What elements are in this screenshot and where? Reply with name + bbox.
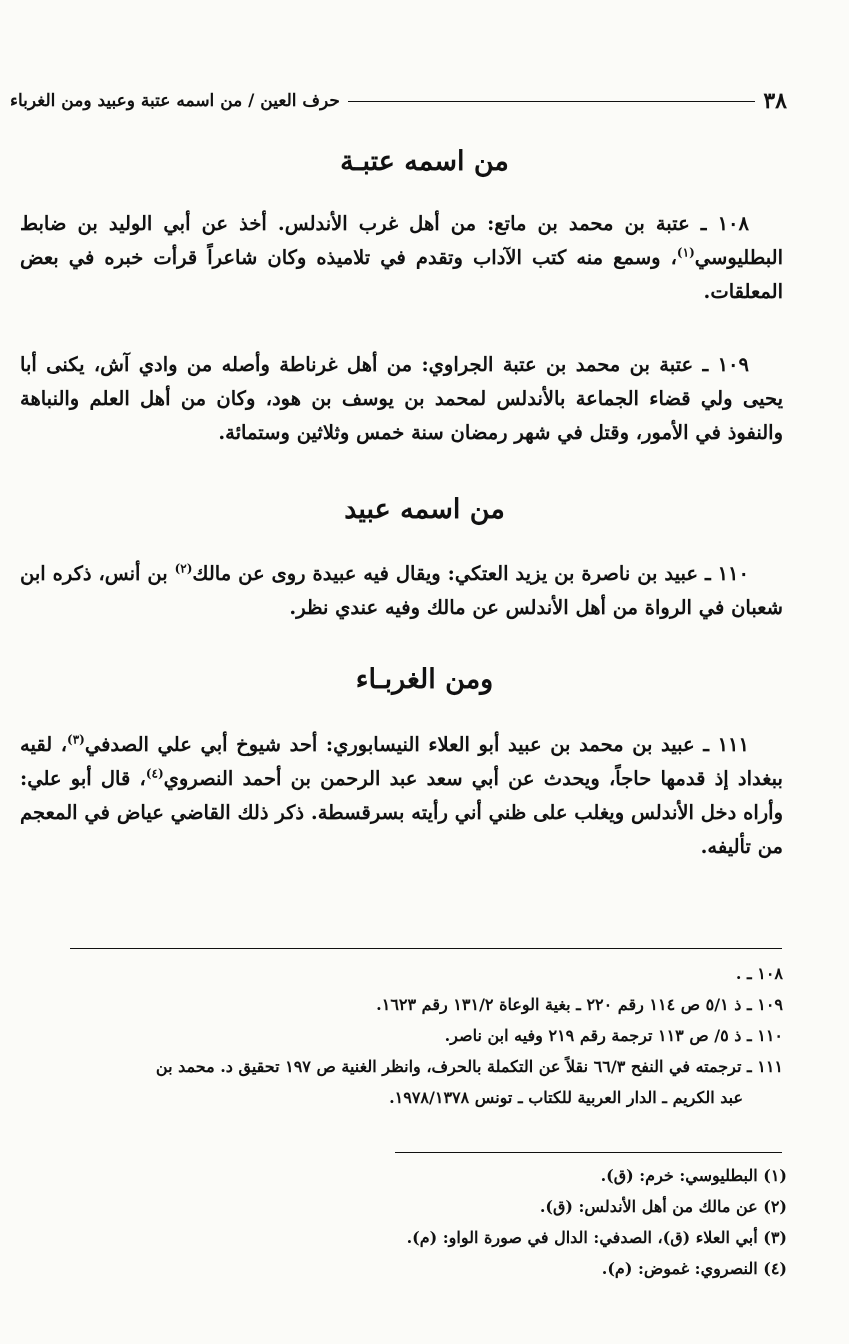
footnote: (١) البطليوسي: خرم: (ق). bbox=[600, 1166, 787, 1185]
footnotes-list bbox=[300, 1160, 787, 1284]
entry-text: ـ عتبة بن محمد بن ماتع: من أهل غرب الأندلس. أخذ عن أبي الوليد بن ضابط البطليوسي bbox=[20, 212, 783, 269]
entry-108 bbox=[20, 207, 783, 309]
footnotes-separator bbox=[395, 1152, 782, 1153]
entry-109 bbox=[20, 348, 783, 450]
sources-list bbox=[20, 958, 783, 1113]
entry-110 bbox=[20, 557, 783, 625]
footnote-ref: (٢) bbox=[174, 561, 193, 576]
section-heading-ubayd: من اسمه عبيد bbox=[344, 494, 505, 525]
footnote-ref: (٤) bbox=[145, 766, 164, 781]
entry-number: ١١١ bbox=[717, 733, 749, 756]
source-line: ١١٠ ـ ذ ٥/ ص ١١٣ ترجمة رقم ٢١٩ وفيه ابن ناصر. bbox=[444, 1026, 783, 1045]
entry-text: بن أنس، ذكره ابن شعبان في الرواة من أهل الأندلس عن مالك وفيه عندي نظر. bbox=[20, 562, 783, 619]
entry-text: ـ عتبة بن محمد بن عتبة الجراوي: من أهل غرناطة وأصله من وادي آش، يكنى أبا يحيى ولي قضاء الجماعة بالأندلس لمحمد بن يوسف بن هود، وكان من أهل العلم والنباهة والنفوذ في الأمور، وقتل في شهر رمضان سنة خمس وثلاثين وستمائة. bbox=[20, 353, 783, 444]
source-line: ١٠٩ ـ ذ ٥/١ ص ١١٤ رقم ٢٢٠ ـ بغية الوعاة ١٣١/٢ رقم ١٦٢٣. bbox=[376, 995, 783, 1014]
entry-111 bbox=[20, 728, 783, 864]
running-title: حرف العين / من اسمه عتبة وعبيد ومن الغرباء bbox=[10, 91, 340, 111]
page-number: ٣٨ bbox=[763, 88, 787, 114]
entry-text: ـ عبيد بن ناصرة بن يزيد العتكي: ويقال فيه عبيدة روى عن مالك bbox=[192, 562, 718, 585]
footnote: (٢) عن مالك من أهل الأندلس: (ق). bbox=[539, 1197, 787, 1216]
header-rule bbox=[348, 101, 755, 102]
footnote: (٣) أبي العلاء (ق)، الصدفي: الدال في صورة الواو: (م). bbox=[406, 1228, 787, 1247]
entry-text: ، وسمع منه كتب الآداب وتقدم في تلاميذه وكان شاعراً قرأت خبره في بعض المعلقات. bbox=[20, 246, 783, 303]
footnote-ref: (٣) bbox=[67, 732, 85, 747]
entry-text: ـ عبيد بن محمد بن عبيد أبو العلاء النيسابوري: أحد شيوخ أبي علي الصدفي bbox=[84, 733, 718, 756]
footnote: (٤) النصروي: غموض: (م). bbox=[601, 1259, 787, 1278]
running-header bbox=[10, 86, 787, 116]
section-heading-utba: من اسمه عتبـة bbox=[340, 146, 509, 177]
entry-text: ، قال أبو علي: وأراه دخل الأندلس ويغلب على ظني أني رأيته بسرقسطة. ذكر ذلك القاضي عياض في المعجم من تأليفه. bbox=[20, 767, 783, 858]
entry-number: ١١٠ bbox=[717, 562, 749, 585]
entry-number: ١٠٩ bbox=[717, 353, 749, 376]
footnote-ref: (١) bbox=[676, 245, 695, 260]
sources-separator bbox=[70, 948, 782, 949]
entry-number: ١٠٨ bbox=[717, 212, 749, 235]
section-heading-strangers: ومن الغربـاء bbox=[355, 664, 494, 695]
source-line: عبد الكريم ـ الدار العربية للكتاب ـ تونس ١٩٧٨/١٣٧٨. bbox=[389, 1088, 743, 1107]
source-line: ١١١ ـ ترجمته في النفح ٦٦/٣ نقلاً عن التكملة بالحرف، وانظر الغنية ص ١٩٧ تحقيق د. محمد بن bbox=[155, 1057, 783, 1076]
source-line: ١٠٨ ـ . bbox=[735, 964, 783, 983]
entry-text: ، لقيه ببغداد إذ قدمها حاجاً، ويحدث عن أبي سعد عبد الرحمن بن أحمد النصروي bbox=[20, 733, 783, 790]
